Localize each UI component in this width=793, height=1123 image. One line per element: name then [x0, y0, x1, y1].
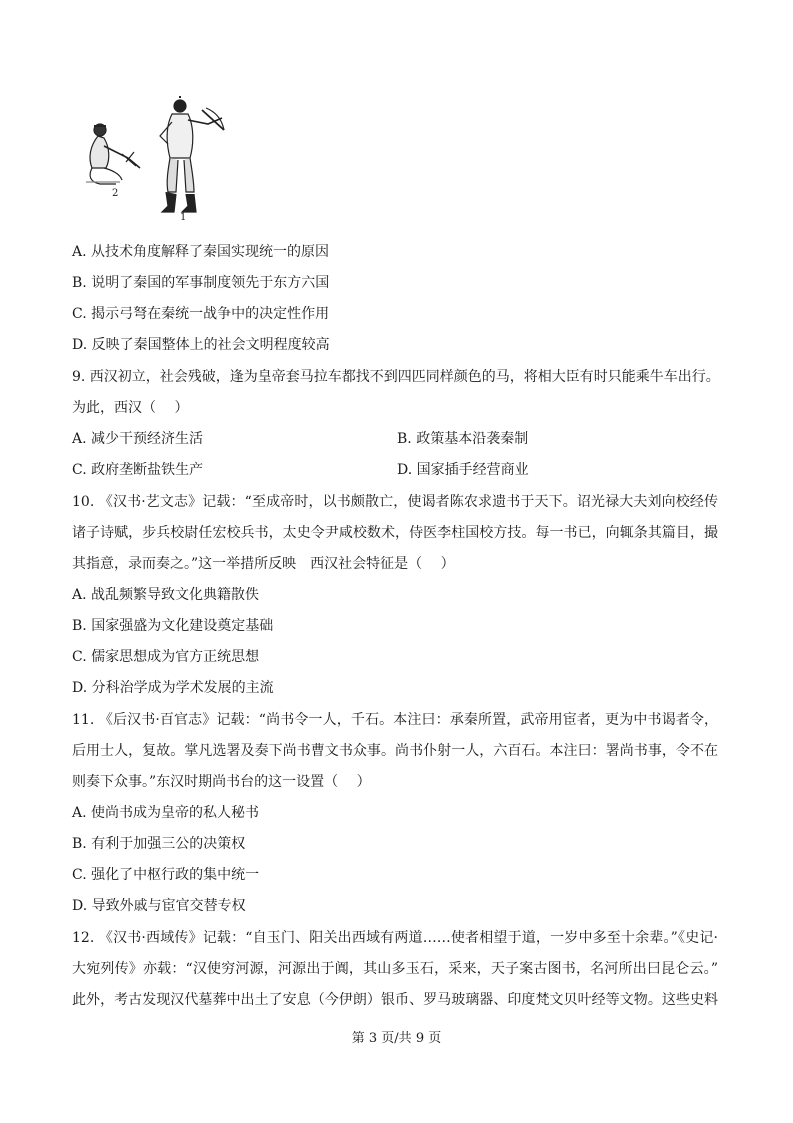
- q9-option-a: A. 减少干预经济生活: [72, 431, 204, 447]
- figure-label-2: 2: [112, 188, 119, 199]
- crossbow-archers-illustration: [76, 96, 236, 224]
- q9-option-c: C. 政府垄断盐铁生产: [72, 462, 204, 478]
- q9-option-b: B. 政策基本沿袭秦制: [397, 431, 529, 447]
- q8-option-a: A. 从技术角度解释了秦国实现统一的原因: [72, 244, 330, 260]
- q12-stem-line1: 12. 《汉书·西域传》记载：“自玉门、阳关出西域有两道……使者相望于道，一岁中多至十余辈。”《史记·: [72, 930, 718, 946]
- q10-stem-line2: 诸子诗赋，步兵校尉任宏校兵书，太史令尹咸校数术，侍医李柱国校方技。每一书已，向辄条其篇目，撮: [72, 525, 718, 541]
- q10-option-c: C. 儒家思想成为官方正统思想: [72, 649, 260, 665]
- q12-stem-line3: 此外，考古发现汉代墓葬中出土了安息（今伊朗）银币、罗马玻璃器、印度梵文贝叶经等文物。这些史料: [72, 992, 718, 1008]
- q11-option-c: C. 强化了中枢行政的集中统一: [72, 867, 260, 883]
- q11-option-a: A. 使尚书成为皇帝的私人秘书: [72, 805, 260, 821]
- q10-stem-line3: 其指意，录而奏之。”这一举措所反映 西汉社会特征是（ ）: [72, 556, 455, 572]
- q12-stem-line2: 大宛列传》亦载：“汉使穷河源，河源出于阗，其山多玉石，采来，天子案古图书，名河所出曰昆仑云。”: [72, 961, 718, 977]
- figure-label-1: 1: [180, 212, 187, 223]
- q8-option-b: B. 说明了秦国的军事制度领先于东方六国: [72, 275, 330, 291]
- q10-option-a: A. 战乱频繁导致文化典籍散佚: [72, 587, 260, 603]
- q11-option-d: D. 导致外戚与宦官交替专权: [72, 898, 246, 914]
- q11-stem-line3: 则奏下众事。”东汉时期尚书台的这一设置（ ）: [72, 774, 371, 790]
- q11-stem-line2: 后用士人，复故。掌凡选署及奏下尚书曹文书众事。尚书仆射一人，六百石。本注曰：署尚书事，令不在: [72, 743, 718, 759]
- q11-stem-line1: 11. 《后汉书·百官志》记载：“尚书令一人，千石。本注曰：承秦所置，武帝用宦者，更为中书谒者令，: [72, 712, 718, 728]
- q10-stem-line1: 10. 《汉书·艺文志》记载：“至成帝时，以书颇散亡，使谒者陈农求遗书于天下。诏光禄大夫刘向校经传: [72, 494, 718, 510]
- q9-stem-line1: 9. 西汉初立，社会残破，逢为皇帝套马拉车都找不到四匹同样颜色的马，将相大臣有时只能乘牛车出行。: [72, 369, 720, 385]
- q10-option-d: D. 分科治学成为学术发展的主流: [72, 680, 274, 696]
- q11-option-b: B. 有利于加强三公的决策权: [72, 836, 246, 852]
- q10-option-b: B. 国家强盛为文化建设奠定基础: [72, 618, 274, 634]
- q8-option-c: C. 揭示弓弩在秦统一战争中的决定性作用: [72, 306, 330, 322]
- page-number: 第 3 页/共 9 页: [351, 1031, 442, 1046]
- q9-option-d: D. 国家插手经营商业: [397, 462, 529, 478]
- q8-option-d: D. 反映了秦国整体上的社会文明程度较高: [72, 337, 330, 353]
- q9-stem-line2: 为此，西汉（ ）: [72, 400, 189, 416]
